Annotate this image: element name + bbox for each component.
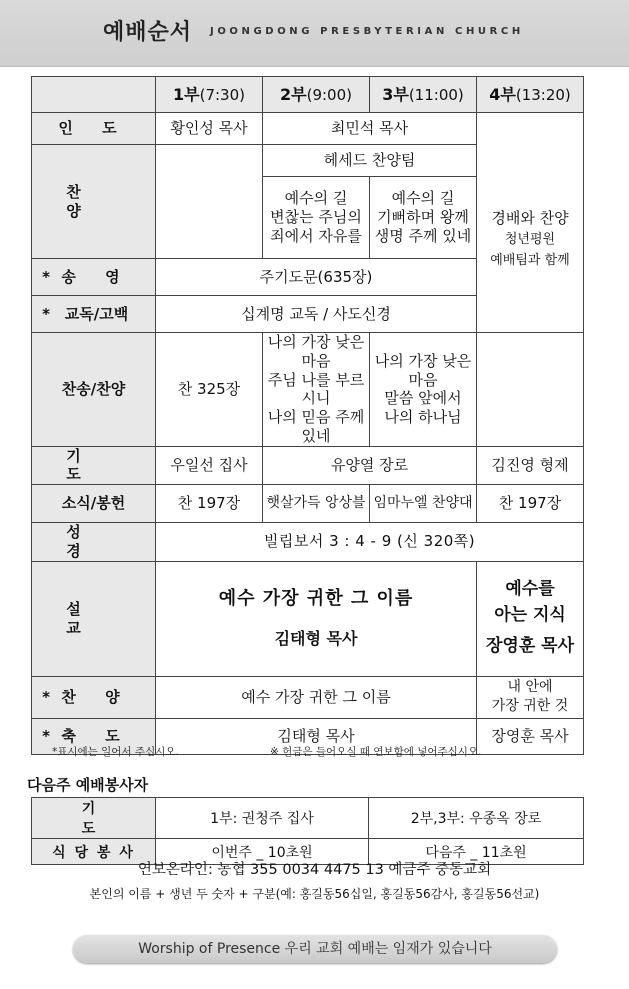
praise-s3-line2: 기뻐하며 왕께: [377, 208, 469, 227]
praise-s3-line1: 예수의 길: [391, 189, 455, 208]
hymn-label: 찬송/찬양: [32, 333, 156, 447]
service-4-header: 4부(13:20): [477, 77, 584, 113]
hymn-s1: 찬 325장: [156, 333, 263, 447]
closing-hymn-star: *: [42, 687, 50, 706]
worship4-cell: [477, 113, 584, 333]
next-kitchen-this: 이번주 _ 10초원: [156, 839, 369, 865]
praise-s2: [263, 177, 370, 259]
praise-s3-line3: 생명 주께 있네: [374, 226, 472, 245]
offering-s1: 찬 197장: [156, 485, 263, 523]
praise-s2-line2: 변찮는 주님의: [270, 208, 362, 227]
prayer-s4: 김진영 형제: [477, 446, 584, 485]
doxology-label: * 송 영: [32, 259, 156, 296]
service-header-row: [32, 77, 584, 113]
closing-hymn-label: * 찬 양: [32, 676, 156, 718]
offering-s2: 햇살가득 앙상블: [263, 485, 370, 523]
closing-hymn-s4-line2: 가장 귀한 것: [491, 698, 569, 714]
next-prayer-row: [32, 798, 584, 839]
hymn-s3: [370, 333, 477, 447]
creed-label: * 교독/고백: [32, 296, 156, 333]
sermon-s4: [477, 561, 584, 676]
benediction-label: * 축 도: [32, 718, 156, 754]
hymn-s3-line2: 말씀 앞에서: [384, 389, 462, 408]
footer-banner: Worship of Presence 우리 교회 예배는 임재가 있습니다: [73, 935, 557, 963]
offering-note: ※ 헌금은 들어오실 때 연보함에 넣어주십시오.: [270, 746, 482, 758]
church-name: JOONGDONG PRESBYTERIAN CHURCH: [210, 26, 524, 37]
sermon-title: 예수 가장 귀한 그 이름: [218, 588, 414, 610]
praise-s2-line3: 죄에서 자유를: [270, 226, 362, 245]
leader-label: 인 도: [32, 113, 156, 145]
creed-value: 십계명 교독 / 사도신경: [156, 296, 477, 333]
offering-label: 소식/봉헌: [32, 485, 156, 523]
page-title: 예배순서: [103, 20, 193, 45]
notes: [52, 744, 482, 759]
sermon-main: [156, 561, 477, 676]
hymn-s2: [263, 333, 370, 447]
next-kitchen-next: 다음주 _ 11초원: [369, 839, 584, 865]
hymn-s3-line1: 나의 가장 낮은 마음: [374, 351, 472, 389]
worship-order-table: [31, 76, 584, 755]
next-prayer-23: 2부,3부: 우종옥 장로: [369, 798, 584, 839]
sermon-row: [32, 561, 584, 676]
doxology-star: *: [42, 267, 50, 286]
offering-s4: 찬 197장: [477, 485, 584, 523]
sermon-s4-title2: 아는 지식: [494, 604, 566, 625]
sermon-preacher: 김태형 목사: [274, 628, 358, 648]
hymn-s2-line1: 나의 가장 낮은 마음: [267, 333, 365, 370]
closing-hymn-s4-line1: 내 안에: [507, 679, 553, 696]
next-week-table: [31, 797, 584, 865]
hymn-s3-line3: 나의 하나님: [384, 408, 462, 426]
online-offering-note: 본인의 이름 + 생년 두 숫자 + 구분(예: 홍길동56십일, 홍길동56감사, 홍길동56선교): [89, 887, 540, 901]
closing-hymn-row: [32, 676, 584, 718]
hymn-s2-line2: 주님 나를 부르시니: [267, 370, 365, 408]
sermon-label: 설 교: [32, 561, 156, 676]
prayer-s1: 우일선 집사: [156, 446, 263, 485]
hymn-s2-line3: 나의 믿음 주께 있네: [267, 408, 365, 445]
hymn-s4: [477, 333, 584, 447]
closing-hymn-s4: [477, 676, 584, 718]
service-3-header: 3부(11:00): [370, 77, 477, 113]
prayer-label: 기 도: [32, 446, 156, 485]
next-prayer-label: 기 도: [32, 798, 156, 839]
leader-s23: 최민석 목사: [263, 113, 477, 145]
closing-hymn-value: 예수 가장 귀한 그 이름: [156, 676, 477, 718]
prayer-row: [32, 446, 584, 485]
offering-row: [32, 485, 584, 523]
header-bar: [0, 0, 629, 67]
leader-row: [32, 113, 584, 145]
hymn-row: [32, 333, 584, 447]
service-2-header: 2부(9:00): [263, 77, 370, 113]
next-kitchen-label: 식 당 봉 사: [32, 839, 156, 865]
scripture-value: 빌립보서 3 : 4 - 9 (신 320쪽): [156, 523, 584, 562]
praise-team: 헤세드 찬양팀: [263, 145, 477, 177]
stand-note: *표시에는 일어서 주십시오.: [52, 746, 179, 758]
praise-s1: [156, 145, 263, 259]
offering-s3: 임마누엘 찬양대: [370, 485, 477, 523]
scripture-row: [32, 523, 584, 562]
benediction-value: 김태형 목사: [156, 718, 477, 754]
creed-star: *: [42, 304, 50, 323]
doxology-value: 주기도문(635장): [156, 259, 477, 296]
praise-s2-line1: 예수의 길: [284, 189, 348, 208]
praise-label: 찬 양: [32, 145, 156, 259]
worship4-line2: 청년평원: [504, 231, 556, 247]
corner-cell: [32, 77, 156, 113]
next-week-title: 다음주 예배봉사자: [27, 776, 149, 794]
sermon-s4-preacher: 장영훈 목사: [485, 636, 575, 657]
benediction-star: *: [42, 726, 50, 745]
service-1-header: 1부(7:30): [156, 77, 263, 113]
sermon-s4-title1: 예수를: [505, 579, 555, 600]
benediction-s4: 장영훈 목사: [477, 718, 584, 754]
worship4-line3: 예배팀과 함께: [490, 252, 570, 268]
next-prayer-1: 1부: 권청주 집사: [156, 798, 369, 839]
worship4-line1: 경배와 찬양: [491, 208, 569, 227]
scripture-label: 성 경: [32, 523, 156, 562]
praise-s3: [370, 177, 477, 259]
prayer-s23: 유양열 장로: [263, 446, 477, 485]
online-offering-account: 연보온라인: 농협 355 0034 4475 13 예금주 중동교회: [137, 862, 492, 878]
leader-s1: 황인성 목사: [156, 113, 263, 145]
